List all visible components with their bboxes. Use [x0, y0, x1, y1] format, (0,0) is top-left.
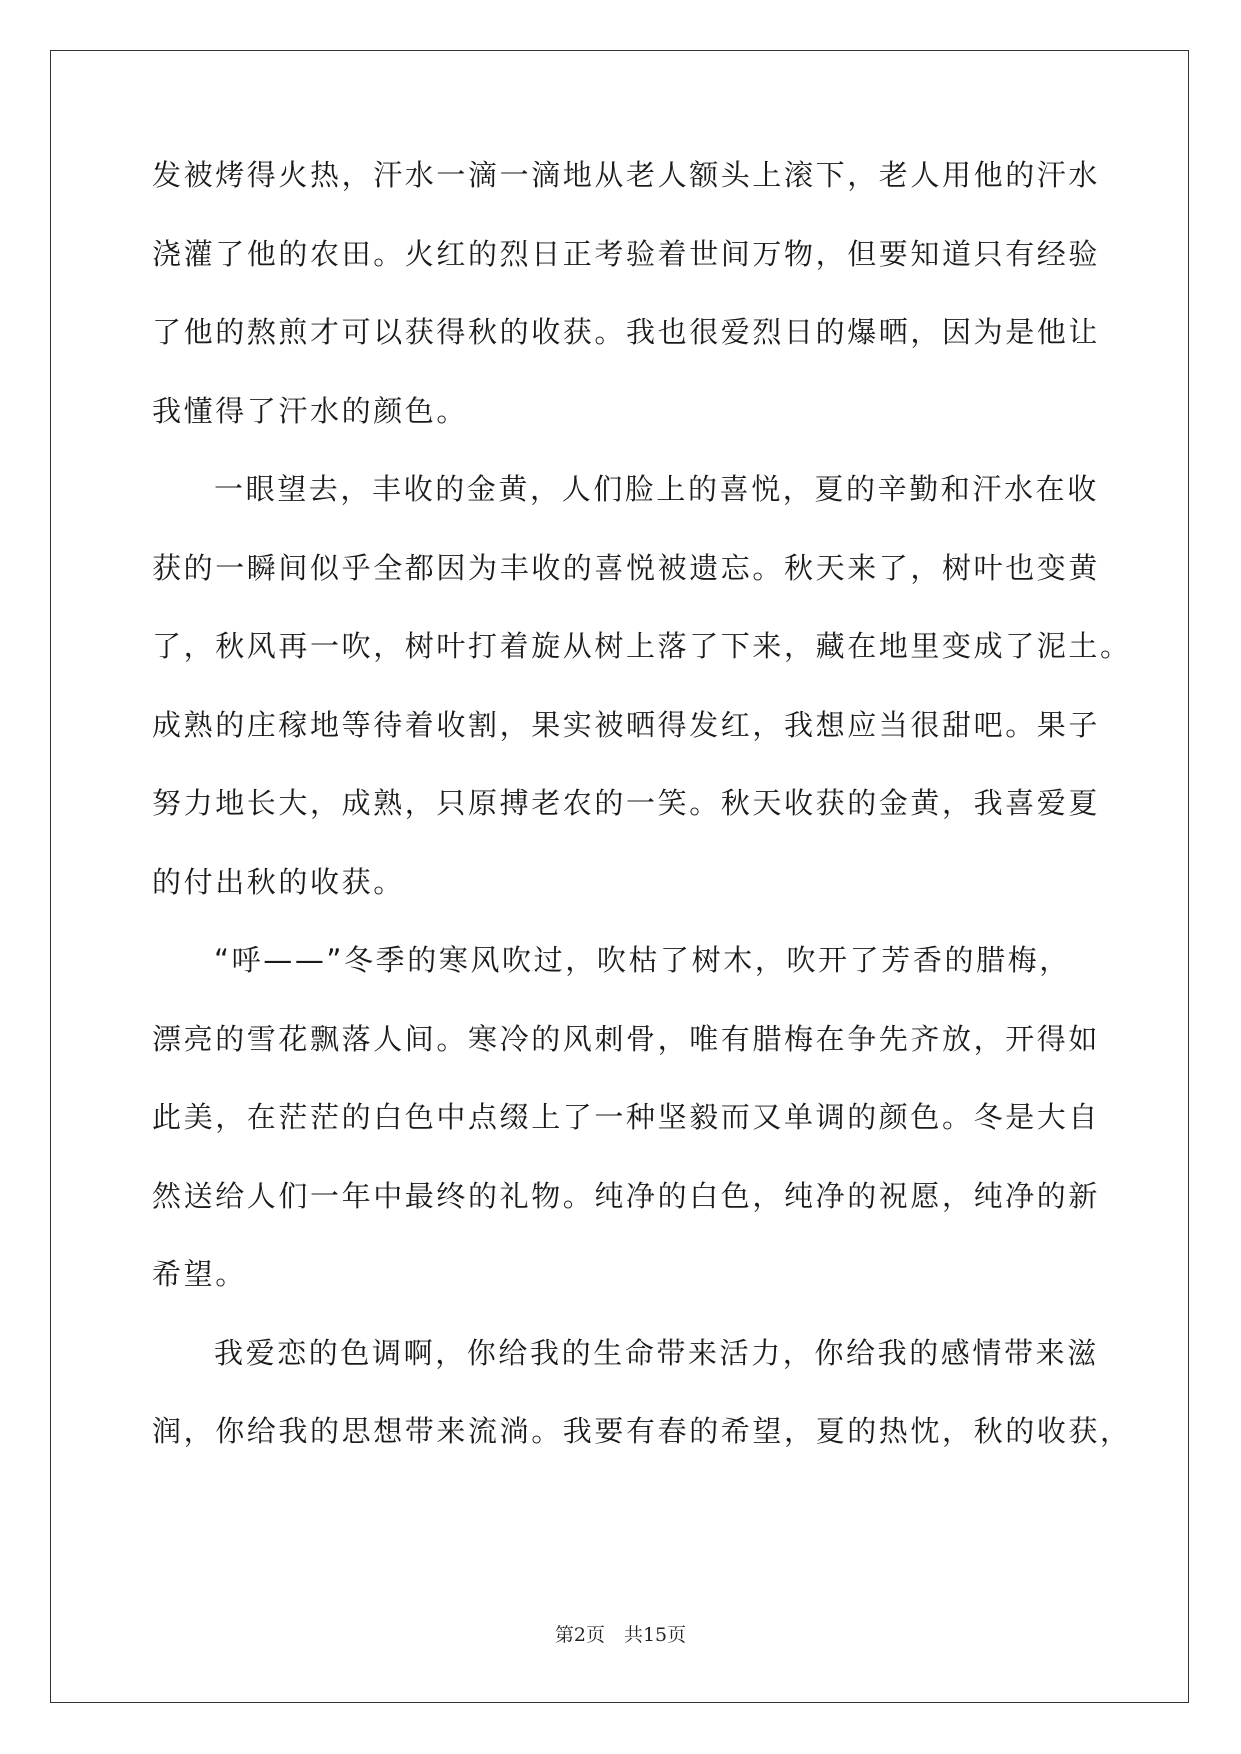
text-line: 润，你给我的思想带来流淌。我要有春的希望，夏的热忱，秋的收获， — [152, 1414, 1132, 1448]
paragraph-first-line: “呼——”冬季的寒风吹过，吹枯了树木，吹开了芳香的腊梅， — [214, 943, 1071, 977]
text-line: 了，秋风再一吹，树叶打着旋从树上落了下来，藏在地里变成了泥土。 — [152, 629, 1132, 663]
text-line: 获的一瞬间似乎全都因为丰收的喜悦被遗忘。秋天来了，树叶也变黄 — [152, 550, 1101, 585]
text-line: 浇灌了他的农田。火红的烈日正考验着世间万物，但要知道只有经验 — [152, 236, 1101, 271]
text-line: 漂亮的雪花飘落人间。寒冷的风刺骨，唯有腊梅在争先齐放，开得如 — [152, 1021, 1101, 1056]
text-line: 希望。 — [152, 1257, 247, 1291]
document-body — [152, 158, 1132, 1493]
text-line: 然送给人们一年中最终的礼物。纯净的白色，纯净的祝愿，纯净的新 — [152, 1178, 1101, 1213]
page-number-footer: 第2页 共15页 — [554, 1624, 687, 1646]
text-line: 此美，在茫茫的白色中点缀上了一种坚毅而又单调的颜色。冬是大自 — [152, 1100, 1101, 1134]
text-line: 了他的熬煎才可以获得秋的收获。我也很爱烈日的爆晒，因为是他让 — [152, 315, 1101, 349]
text-line: 发被烤得火热，汗水一滴一滴地从老人额头上滚下，老人用他的汗水 — [152, 158, 1101, 192]
paragraph-first-line: 一眼望去，丰收的金黄，人们脸上的喜悦，夏的辛勤和汗水在收 — [214, 472, 1099, 506]
text-line: 努力地长大，成熟，只原搏老农的一笑。秋天收获的金黄，我喜爱夏 — [152, 786, 1101, 820]
text-line: 的付出秋的收获。 — [152, 864, 405, 899]
text-line: 我懂得了汗水的颜色。 — [152, 393, 469, 428]
paragraph-first-line: 我爱恋的色调啊，你给我的生命带来活力，你给我的感情带来滋 — [214, 1335, 1099, 1370]
text-line: 成熟的庄稼地等待着收割，果实被晒得发红，我想应当很甜吧。果子 — [152, 707, 1101, 742]
